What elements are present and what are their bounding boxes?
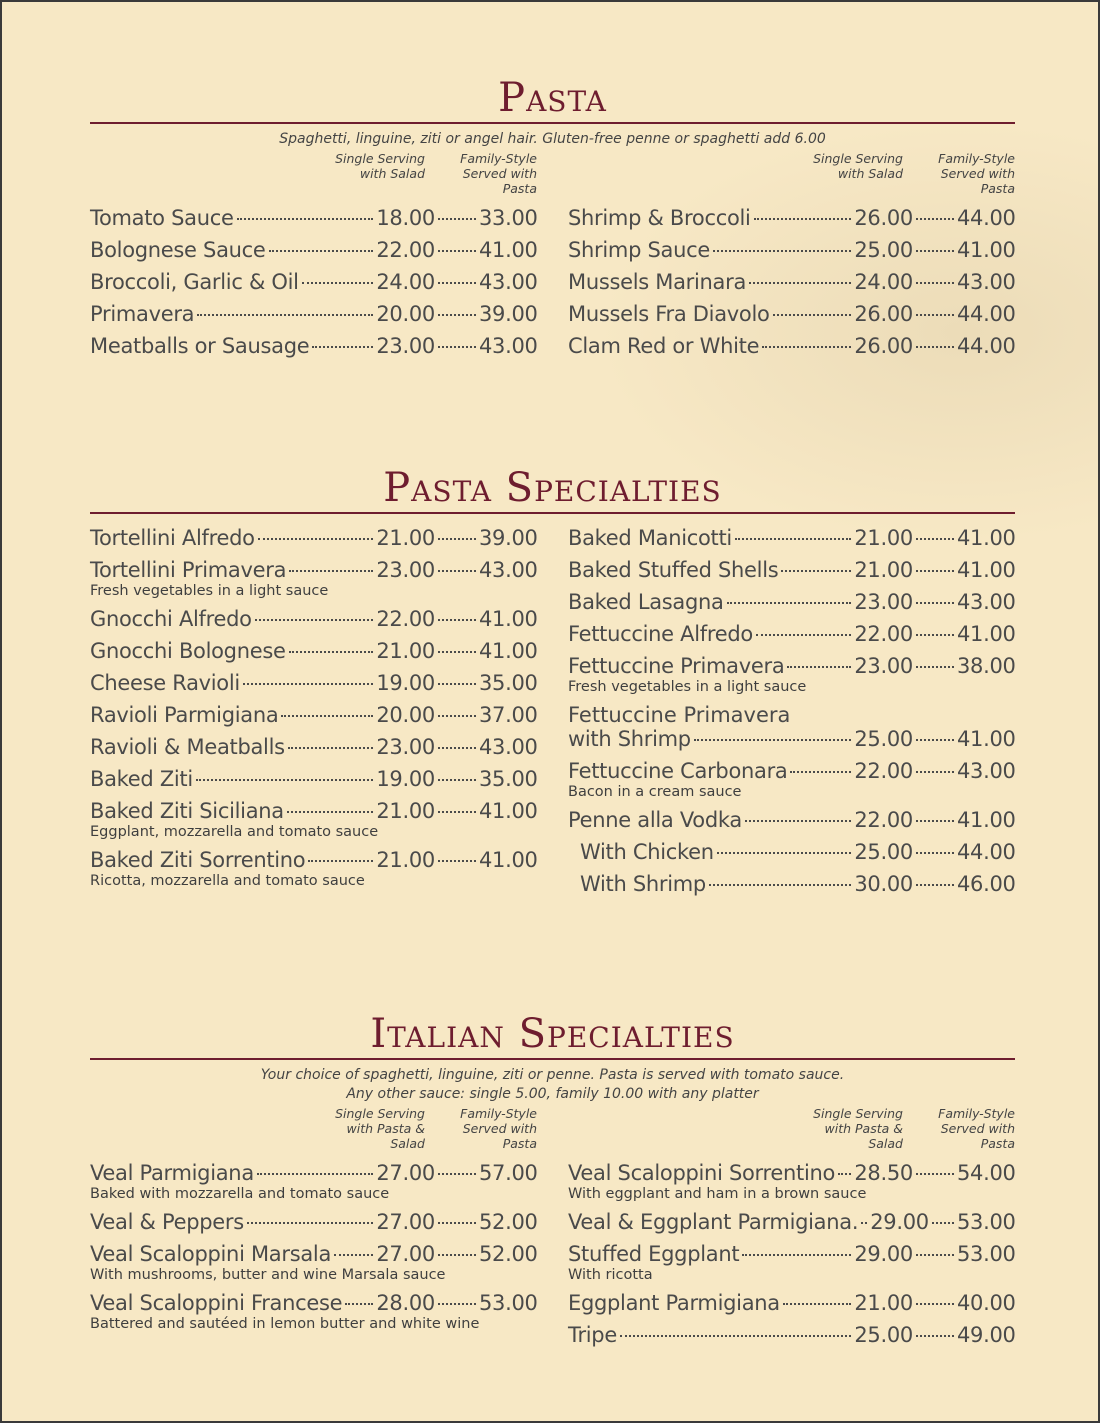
dot-leader [916, 852, 954, 854]
family-price: 39.00 [479, 526, 538, 550]
item-row [568, 238, 1015, 262]
item-row [568, 302, 1015, 326]
single-price: 29.00 [854, 1242, 913, 1266]
menu-item [90, 703, 537, 727]
menu-item [90, 558, 537, 599]
single-price: 25.00 [854, 840, 913, 864]
dot-leader [783, 1303, 852, 1305]
dot-leader [838, 1173, 851, 1175]
family-price: 43.00 [479, 270, 538, 294]
menu-item [90, 1210, 537, 1234]
menu-item [90, 767, 537, 791]
single-price: 22.00 [854, 622, 913, 646]
family-price: 52.00 [479, 1242, 538, 1266]
dot-leader [287, 811, 374, 813]
single-price: 20.00 [376, 302, 435, 326]
dot-leader [790, 771, 851, 773]
item-description: With ricotta [568, 1267, 653, 1283]
item-name: Meatballs or Sausage [90, 334, 310, 358]
dot-leader [438, 218, 476, 220]
item-row [568, 727, 1015, 751]
dot-leader [694, 739, 852, 741]
family-price: 43.00 [479, 735, 538, 759]
item-row [568, 654, 1015, 678]
dot-leader [197, 314, 373, 316]
menu-item [568, 1242, 1015, 1283]
dot-leader [243, 683, 373, 685]
dot-leader [620, 1335, 851, 1337]
dot-leader [713, 250, 851, 252]
price-column-header: Single Serving with Pasta & Salad Family-Style Served with Pasta [335, 1106, 537, 1151]
menu-item [90, 526, 537, 550]
item-name: Baked Ziti Siciliana [90, 799, 284, 823]
menu-item [90, 206, 537, 230]
item-name: with Shrimp [568, 727, 691, 751]
menu-item [568, 808, 1015, 832]
item-row [568, 1210, 1015, 1234]
dot-leader [735, 538, 851, 540]
item-row [90, 607, 537, 631]
menu-item [90, 238, 537, 262]
dot-leader [438, 1173, 476, 1175]
menu-item [568, 270, 1015, 294]
item-row [90, 270, 537, 294]
item-name: Gnocchi Bolognese [90, 639, 286, 663]
dot-leader [916, 538, 954, 540]
item-row [90, 1161, 537, 1185]
section-note: Spaghetti, linguine, ziti or angel hair. Gluten-free penne or spaghetti add 6.00 [279, 131, 826, 147]
family-price: 49.00 [957, 1323, 1016, 1347]
item-name-line: Fettuccine Primavera [568, 703, 791, 727]
dot-leader [916, 282, 954, 284]
dot-leader [438, 860, 476, 862]
item-name: Shrimp Sauce [568, 238, 710, 262]
family-price: 41.00 [479, 848, 538, 872]
single-price: 29.00 [870, 1210, 929, 1234]
single-price: 21.00 [376, 639, 435, 663]
dot-leader [438, 651, 476, 653]
item-name: Baked Ziti [90, 767, 193, 791]
menu-item [568, 872, 1015, 896]
family-price: 53.00 [957, 1210, 1016, 1234]
dot-leader [438, 570, 476, 572]
item-row [568, 808, 1015, 832]
family-price: 43.00 [479, 558, 538, 582]
item-row [568, 1291, 1015, 1315]
price-column-header: Single Serving with Salad Family-Style Served with Pasta [335, 151, 537, 196]
item-description: Eggplant, mozzarella and tomato sauce [90, 824, 379, 840]
item-name: Baked Ziti Sorrentino [90, 848, 306, 872]
single-price: 23.00 [376, 735, 435, 759]
item-name: Baked Stuffed Shells [568, 558, 779, 582]
item-row [568, 206, 1015, 230]
item-row [90, 302, 537, 326]
section-divider [90, 512, 1015, 514]
item-name: Tortellini Primavera [90, 558, 287, 582]
family-price: 41.00 [479, 238, 538, 262]
single-price: 26.00 [854, 334, 913, 358]
dot-leader [289, 570, 373, 572]
item-name: Veal Scaloppini Francese [90, 1291, 343, 1315]
dot-leader [916, 218, 954, 220]
price-column-header: Single Serving with Pasta & Salad Family-Style Served with Pasta [813, 1106, 1015, 1151]
item-description: Fresh vegetables in a light sauce [568, 679, 807, 695]
menu-item [90, 671, 537, 695]
dot-leader [438, 250, 476, 252]
dot-leader [438, 1303, 476, 1305]
single-price: 28.50 [854, 1161, 913, 1185]
family-price: 43.00 [957, 270, 1016, 294]
item-row [580, 840, 1015, 864]
item-row [90, 735, 537, 759]
item-row [568, 1323, 1015, 1347]
item-row [90, 238, 537, 262]
single-price: 22.00 [854, 759, 913, 783]
item-name: Veal & Peppers [90, 1210, 244, 1234]
dot-leader [438, 1254, 476, 1256]
dot-leader [438, 346, 476, 348]
section-note: Your choice of spaghetti, linguine, ziti or penne. Pasta is served with tomato sauce. Any other sauce: single 5.00, family 10.00 with any platter [260, 1067, 845, 1102]
item-name: Tortellini Alfredo [90, 526, 255, 550]
section-divider [90, 1058, 1015, 1060]
menu-item [568, 238, 1015, 262]
dot-leader [916, 1335, 954, 1337]
item-name: Eggplant Parmigiana [568, 1291, 780, 1315]
dot-leader [861, 1222, 867, 1224]
family-price: 44.00 [957, 840, 1016, 864]
dot-leader [781, 570, 851, 572]
single-price: 25.00 [854, 238, 913, 262]
single-price: 25.00 [854, 1323, 913, 1347]
dot-leader [932, 1222, 954, 1224]
family-price: 53.00 [479, 1291, 538, 1315]
item-name: Tripe [568, 1323, 617, 1347]
family-price: 52.00 [479, 1210, 538, 1234]
item-row [90, 558, 537, 582]
item-row [90, 799, 537, 823]
section-title: Pasta [498, 75, 607, 121]
item-description: With eggplant and ham in a brown sauce [568, 1186, 867, 1202]
single-price: 24.00 [854, 270, 913, 294]
item-name: Veal Scaloppini Sorrentino [568, 1161, 836, 1185]
item-name: Cheese Ravioli [90, 671, 240, 695]
single-price: 22.00 [376, 607, 435, 631]
item-row [568, 1161, 1015, 1185]
family-price: 35.00 [479, 767, 538, 791]
dot-leader [745, 820, 851, 822]
single-price: 20.00 [376, 703, 435, 727]
menu-item [90, 1161, 537, 1202]
dot-leader [438, 683, 476, 685]
single-price: 26.00 [854, 206, 913, 230]
item-name: Ravioli & Meatballs [90, 735, 285, 759]
item-name: Mussels Fra Diavolo [568, 302, 770, 326]
dot-leader [438, 811, 476, 813]
item-description: Battered and sautéed in lemon butter and white wine [90, 1316, 480, 1332]
family-price: 38.00 [957, 654, 1016, 678]
family-price: 44.00 [957, 302, 1016, 326]
menu-item [90, 1242, 537, 1283]
single-price: 27.00 [376, 1161, 435, 1185]
dot-leader [916, 1173, 954, 1175]
dot-leader [237, 218, 374, 220]
menu-item [568, 1291, 1015, 1315]
section-title: Pasta Specialties [383, 465, 722, 511]
dot-leader [302, 282, 374, 284]
item-row [90, 639, 537, 663]
menu-item [568, 1161, 1015, 1202]
item-name: Primavera [90, 302, 195, 326]
item-row [90, 703, 537, 727]
single-price: 23.00 [376, 558, 435, 582]
pasta-specialties-section [90, 466, 1015, 904]
price-column-header: Single Serving with Salad Family-Style Served with Pasta [813, 151, 1015, 196]
menu-item [568, 590, 1015, 614]
dot-leader [762, 346, 851, 348]
single-price: 19.00 [376, 671, 435, 695]
item-description: With mushrooms, butter and wine Marsala sauce [90, 1267, 446, 1283]
single-price: 22.00 [854, 808, 913, 832]
pasta-section [90, 76, 1015, 366]
menu-item [568, 526, 1015, 550]
single-price: 21.00 [854, 526, 913, 550]
section-divider [90, 122, 1015, 124]
dot-leader [709, 884, 851, 886]
item-name: Baked Manicotti [568, 526, 732, 550]
dot-leader [717, 852, 852, 854]
single-price: 21.00 [854, 558, 913, 582]
dot-leader [916, 771, 954, 773]
dot-leader [787, 666, 851, 668]
menu-item [568, 622, 1015, 646]
italian-specialties-section [90, 1012, 1015, 1355]
dot-leader [438, 314, 476, 316]
family-price: 41.00 [479, 607, 538, 631]
family-price: 43.00 [479, 334, 538, 358]
menu-item [568, 334, 1015, 358]
family-price: 41.00 [957, 558, 1016, 582]
single-price: 27.00 [376, 1242, 435, 1266]
dot-leader [438, 715, 476, 717]
single-price: 21.00 [376, 799, 435, 823]
item-name: Veal Parmigiana [90, 1161, 254, 1185]
dot-leader [334, 1254, 373, 1256]
dot-leader [754, 218, 852, 220]
item-row [568, 334, 1015, 358]
menu-item [90, 735, 537, 759]
family-price: 46.00 [957, 872, 1016, 896]
family-price: 41.00 [957, 727, 1016, 751]
dot-leader [916, 884, 954, 886]
single-price: 18.00 [376, 206, 435, 230]
item-row [90, 1210, 537, 1234]
item-row [568, 1242, 1015, 1266]
dot-leader [257, 1173, 373, 1175]
menu-item [90, 302, 537, 326]
single-price: 30.00 [854, 872, 913, 896]
dot-leader [438, 538, 476, 540]
menu-item [568, 1323, 1015, 1347]
single-price: 21.00 [854, 1291, 913, 1315]
family-price: 41.00 [479, 799, 538, 823]
dot-leader [727, 602, 852, 604]
item-name: Tomato Sauce [90, 206, 234, 230]
dot-leader [916, 250, 954, 252]
dot-leader [742, 1254, 851, 1256]
dot-leader [247, 1222, 374, 1224]
menu-item [568, 654, 1015, 695]
family-price: 41.00 [957, 622, 1016, 646]
item-name: Veal & Eggplant Parmigiana. [568, 1210, 859, 1234]
menu-item [90, 1291, 537, 1332]
dot-leader [438, 619, 476, 621]
item-name: With Chicken [580, 840, 714, 864]
dot-leader [756, 634, 851, 636]
dot-leader [438, 282, 476, 284]
dot-leader [438, 779, 476, 781]
family-price: 41.00 [957, 526, 1016, 550]
item-name: Bolognese Sauce [90, 238, 266, 262]
item-row [568, 558, 1015, 582]
dot-leader [438, 1222, 476, 1224]
dot-leader [289, 651, 374, 653]
single-price: 22.00 [376, 238, 435, 262]
single-price: 24.00 [376, 270, 435, 294]
menu-item [90, 799, 537, 840]
dot-leader [281, 715, 373, 717]
dot-leader [916, 739, 954, 741]
menu-item [90, 639, 537, 663]
item-row [90, 767, 537, 791]
item-name: Gnocchi Alfredo [90, 607, 252, 631]
family-price: 37.00 [479, 703, 538, 727]
single-price: 26.00 [854, 302, 913, 326]
item-row [90, 1242, 537, 1266]
dot-leader [288, 747, 374, 749]
single-price: 23.00 [854, 590, 913, 614]
item-row [90, 848, 537, 872]
family-price: 44.00 [957, 206, 1016, 230]
item-row [90, 334, 537, 358]
menu-item [90, 848, 537, 889]
menu-item [90, 270, 537, 294]
dot-leader [438, 747, 476, 749]
family-price: 40.00 [957, 1291, 1016, 1315]
dot-leader [916, 1303, 954, 1305]
dot-leader [916, 820, 954, 822]
family-price: 41.00 [479, 639, 538, 663]
menu-item [90, 607, 537, 631]
family-price: 33.00 [479, 206, 538, 230]
item-row [568, 526, 1015, 550]
single-price: 25.00 [854, 727, 913, 751]
family-price: 39.00 [479, 302, 538, 326]
menu-item [90, 334, 537, 358]
family-price: 41.00 [957, 238, 1016, 262]
menu-item [568, 703, 1015, 751]
item-description: Bacon in a cream sauce [568, 784, 742, 800]
item-row [90, 671, 537, 695]
dot-leader [255, 619, 374, 621]
item-name: Veal Scaloppini Marsala [90, 1242, 332, 1266]
dot-leader [312, 346, 373, 348]
dot-leader [345, 1303, 373, 1305]
single-price: 19.00 [376, 767, 435, 791]
item-name: Stuffed Eggplant [568, 1242, 740, 1266]
item-row [568, 759, 1015, 783]
dot-leader [269, 250, 374, 252]
family-price: 35.00 [479, 671, 538, 695]
single-price: 28.00 [376, 1291, 435, 1315]
item-row [568, 590, 1015, 614]
item-name: Ravioli Parmigiana [90, 703, 279, 727]
menu-item [568, 558, 1015, 582]
single-price: 21.00 [376, 848, 435, 872]
family-price: 54.00 [957, 1161, 1016, 1185]
dot-leader [196, 779, 373, 781]
single-price: 23.00 [854, 654, 913, 678]
item-name: Fettuccine Alfredo [568, 622, 753, 646]
item-row [580, 872, 1015, 896]
dot-leader [916, 1254, 954, 1256]
item-name: Clam Red or White [568, 334, 760, 358]
dot-leader [916, 634, 954, 636]
menu-item [568, 302, 1015, 326]
item-description: Ricotta, mozzarella and tomato sauce [90, 873, 365, 889]
family-price: 43.00 [957, 590, 1016, 614]
item-row [90, 526, 537, 550]
item-name: Shrimp & Broccoli [568, 206, 751, 230]
dot-leader [916, 570, 954, 572]
item-name: Mussels Marinara [568, 270, 747, 294]
family-price: 43.00 [957, 759, 1016, 783]
menu-item [568, 206, 1015, 230]
single-price: 27.00 [376, 1210, 435, 1234]
menu-item [568, 840, 1015, 864]
section-title: Italian Specialties [370, 1011, 735, 1057]
dot-leader [916, 666, 954, 668]
item-row [568, 270, 1015, 294]
single-price: 21.00 [376, 526, 435, 550]
item-name: Fettuccine Carbonara [568, 759, 788, 783]
menu-item [568, 1210, 1015, 1234]
item-row [90, 206, 537, 230]
item-name: Broccoli, Garlic & Oil [90, 270, 299, 294]
item-name: Baked Lasagna [568, 590, 724, 614]
item-description: Baked with mozzarella and tomato sauce [90, 1186, 390, 1202]
family-price: 53.00 [957, 1242, 1016, 1266]
dot-leader [916, 346, 954, 348]
item-name: Penne alla Vodka [568, 808, 742, 832]
dot-leader [749, 282, 851, 284]
family-price: 41.00 [957, 808, 1016, 832]
single-price: 23.00 [376, 334, 435, 358]
item-row [568, 622, 1015, 646]
dot-leader [308, 860, 373, 862]
family-price: 44.00 [957, 334, 1016, 358]
menu-item [568, 759, 1015, 800]
dot-leader [916, 314, 954, 316]
family-price: 57.00 [479, 1161, 538, 1185]
item-name: With Shrimp [580, 872, 706, 896]
dot-leader [916, 602, 954, 604]
dot-leader [258, 538, 374, 540]
item-row [90, 1291, 537, 1315]
item-description: Fresh vegetables in a light sauce [90, 583, 329, 599]
item-name: Fettuccine Primavera [568, 654, 785, 678]
dot-leader [773, 314, 852, 316]
